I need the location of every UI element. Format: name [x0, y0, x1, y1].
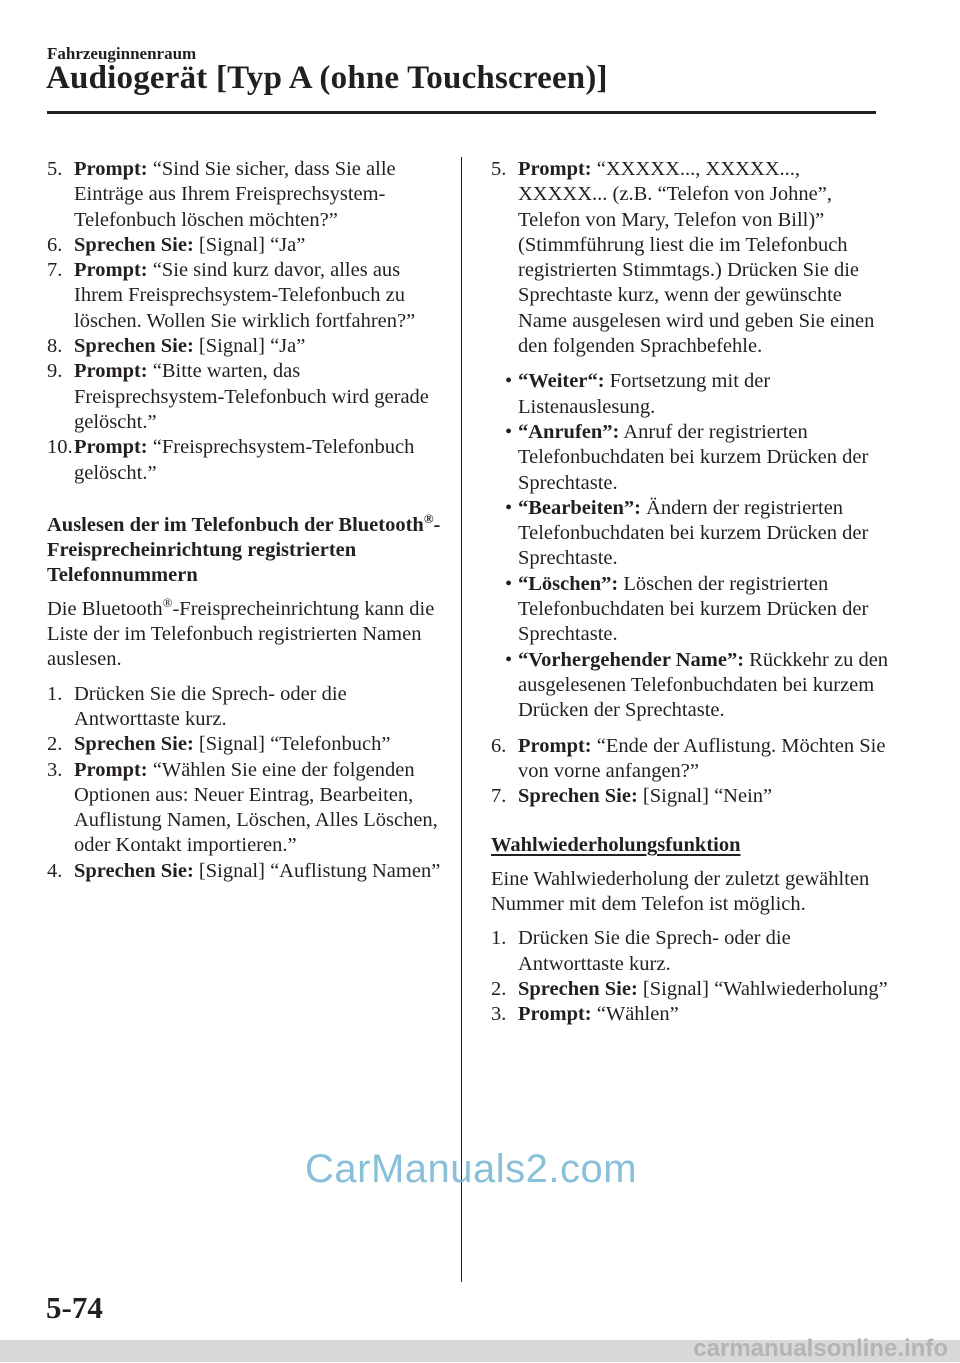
- bullet-label: “Bearbeiten”:: [518, 496, 641, 519]
- bullet-item: [505, 648, 891, 724]
- item-label: Prompt:: [518, 1003, 592, 1026]
- voice-command-list: [491, 369, 891, 723]
- list-item: [491, 1002, 891, 1027]
- item-text: Drücken Sie die Sprech- oder die Antworttaste kurz.: [74, 682, 347, 730]
- list-item: [491, 157, 891, 359]
- item-text: “Sie sind kurz davor, alles aus Ihrem Freisprechsystem-Telefonbuch zu löschen. Wollen Sie wirklich fortfahren?”: [74, 259, 416, 332]
- item-number: 1.: [47, 682, 63, 705]
- item-number: 7.: [47, 259, 63, 282]
- bullet-label: “Anrufen”:: [518, 420, 620, 443]
- list-item: [47, 758, 447, 859]
- bullet-label: “Löschen”:: [518, 572, 619, 595]
- page-number: 5-74: [46, 1290, 103, 1325]
- list-item: [47, 233, 447, 258]
- item-text: “Sind Sie sicher, dass Sie alle Einträge aus Ihrem Freisprechsystem-Telefonbuch löschen möchten?”: [74, 158, 396, 231]
- item-label: Sprechen Sie:: [518, 977, 638, 1000]
- bullet-text: Anruf der registrierten Telefonbuchdaten bei kurzem Drücken der Sprechtaste.: [518, 420, 869, 494]
- registered-mark: ®: [162, 594, 173, 610]
- item-text: “XXXXX..., XXXXX..., XXXXX... (z.B. “Telefon von Johne”, Telefon von Mary, Telefon von Bill)” (Stimmführung liest die im Telefonbuch registrierten Stimmtags.) Drücken Sie die Sprechtaste kurz, wenn der gewünschte Name ausgelesen wird und geben Sie einen den folgenden Sprachbefehle.: [518, 158, 875, 358]
- item-text: “Wählen Sie eine der folgenden Optionen aus: Neuer Eintrag, Bearbeiten, Auflistung Namen, Löschen, Alles Löschen, oder Kontakt importieren.”: [74, 758, 438, 857]
- item-text: [Signal] “Telefonbuch”: [193, 733, 391, 756]
- right-column: [491, 157, 891, 1028]
- item-number: 6.: [47, 233, 63, 256]
- left-column: [47, 157, 447, 884]
- item-label: Prompt:: [518, 734, 592, 757]
- item-text: “Bitte warten, das Freisprechsystem-Telefonbuch wird gerade gelöscht.”: [74, 360, 429, 433]
- list-item: [47, 157, 447, 233]
- item-number: 8.: [47, 335, 63, 358]
- list-item: [47, 732, 447, 757]
- registered-mark: ®: [423, 511, 434, 527]
- item-text: Drücken Sie die Sprech- oder die Antworttaste kurz.: [518, 927, 791, 975]
- bullet-dot: •: [505, 648, 513, 671]
- bullet-dot: •: [505, 572, 513, 595]
- list-item: [47, 435, 447, 486]
- item-text: [Signal] “Ja”: [193, 335, 306, 358]
- list-item: [47, 682, 447, 733]
- item-text: “Wählen”: [591, 1003, 679, 1026]
- column-divider: [461, 157, 462, 1282]
- watermark: CarManuals2.com: [305, 1147, 638, 1191]
- item-text: “Freisprechsystem-Telefonbuch gelöscht.”: [74, 436, 415, 484]
- bullet-dot: •: [505, 370, 513, 393]
- item-number: 10.: [47, 436, 73, 459]
- item-label: Prompt:: [74, 758, 148, 781]
- item-text: “Ende der Auflistung. Möchten Sie von vorne anfangen?”: [518, 734, 886, 782]
- section-label: Fahrzeuginnenraum: [47, 44, 197, 63]
- item-text: [Signal] “Auflistung Namen”: [193, 859, 441, 882]
- bullet-label: “Weiter“:: [518, 370, 605, 393]
- section-heading-redial: Wahlwiederholungsfunktion: [491, 834, 741, 857]
- item-number: 2.: [491, 977, 507, 1000]
- item-number: 3.: [47, 758, 63, 781]
- item-label: Sprechen Sie:: [74, 733, 194, 756]
- footer-site-mark: carmanualsonline.info: [693, 1335, 948, 1362]
- bullet-text: Ändern der registrierten Telefonbuchdaten bei kurzem Drücken der Sprechtaste.: [518, 496, 869, 570]
- item-number: 3.: [491, 1003, 507, 1026]
- list-item: [47, 359, 447, 435]
- item-label: Sprechen Sie:: [74, 859, 194, 882]
- list-item: [491, 784, 891, 809]
- item-label: Prompt:: [74, 158, 148, 180]
- item-text: [Signal] “Ja”: [193, 233, 306, 256]
- list-item: [47, 258, 447, 334]
- item-label: Sprechen Sie:: [518, 785, 638, 808]
- bullet-text: Löschen der registrierten Telefonbuchdaten bei kurzem Drücken der Sprechtaste.: [518, 572, 869, 646]
- bullet-item: [505, 496, 891, 572]
- bullet-item: [505, 572, 891, 648]
- item-number: 5.: [47, 158, 63, 180]
- page-title: Audiogerät [Typ A (ohne Touchscreen)]: [46, 60, 608, 96]
- item-number: 2.: [47, 733, 63, 756]
- intro-paragraph: Die Bluetooth®-Freisprecheinrichtung kann die Liste der im Telefonbuch registrierten Namen auslesen.: [47, 594, 435, 671]
- list-item: [47, 859, 447, 884]
- item-number: 5.: [491, 158, 507, 180]
- bullet-item: [505, 369, 891, 420]
- item-label: Prompt:: [74, 259, 148, 282]
- section-heading-phonebook-readout: Auslesen der im Telefonbuch der Bluetooth®-Freisprecheinrichtung registrierten Telefonnummern: [47, 511, 441, 587]
- bullet-dot: •: [505, 420, 513, 443]
- list-item: [47, 334, 447, 359]
- item-number: 9.: [47, 360, 63, 383]
- item-label: Sprechen Sie:: [74, 233, 194, 256]
- list-item: [491, 977, 891, 1002]
- item-number: 6.: [491, 734, 507, 757]
- intro-paragraph: Eine Wahlwiederholung der zuletzt gewählten Nummer mit dem Telefon ist möglich.: [491, 867, 870, 916]
- item-text: [Signal] “Wahlwiederholung”: [637, 977, 888, 1000]
- item-number: 4.: [47, 859, 63, 882]
- bullet-text: Fortsetzung mit der Listenauslesung.: [518, 370, 771, 418]
- item-number: 1.: [491, 927, 507, 950]
- item-label: Prompt:: [518, 158, 592, 180]
- bullet-item: [505, 420, 891, 496]
- item-text: [Signal] “Nein”: [637, 785, 773, 808]
- bullet-dot: •: [505, 496, 513, 519]
- item-label: Prompt:: [74, 360, 148, 383]
- item-label: Prompt:: [74, 436, 148, 459]
- item-label: Sprechen Sie:: [74, 335, 194, 358]
- bullet-text: Rückkehr zu den ausgelesenen Telefonbuchdaten bei kurzem Drücken der Sprechtaste.: [518, 648, 889, 722]
- bullet-label: “Vorhergehender Name”:: [518, 648, 745, 671]
- list-item: [491, 926, 891, 977]
- list-item: [491, 734, 891, 785]
- header-rule: [47, 111, 876, 114]
- item-number: 7.: [491, 785, 507, 808]
